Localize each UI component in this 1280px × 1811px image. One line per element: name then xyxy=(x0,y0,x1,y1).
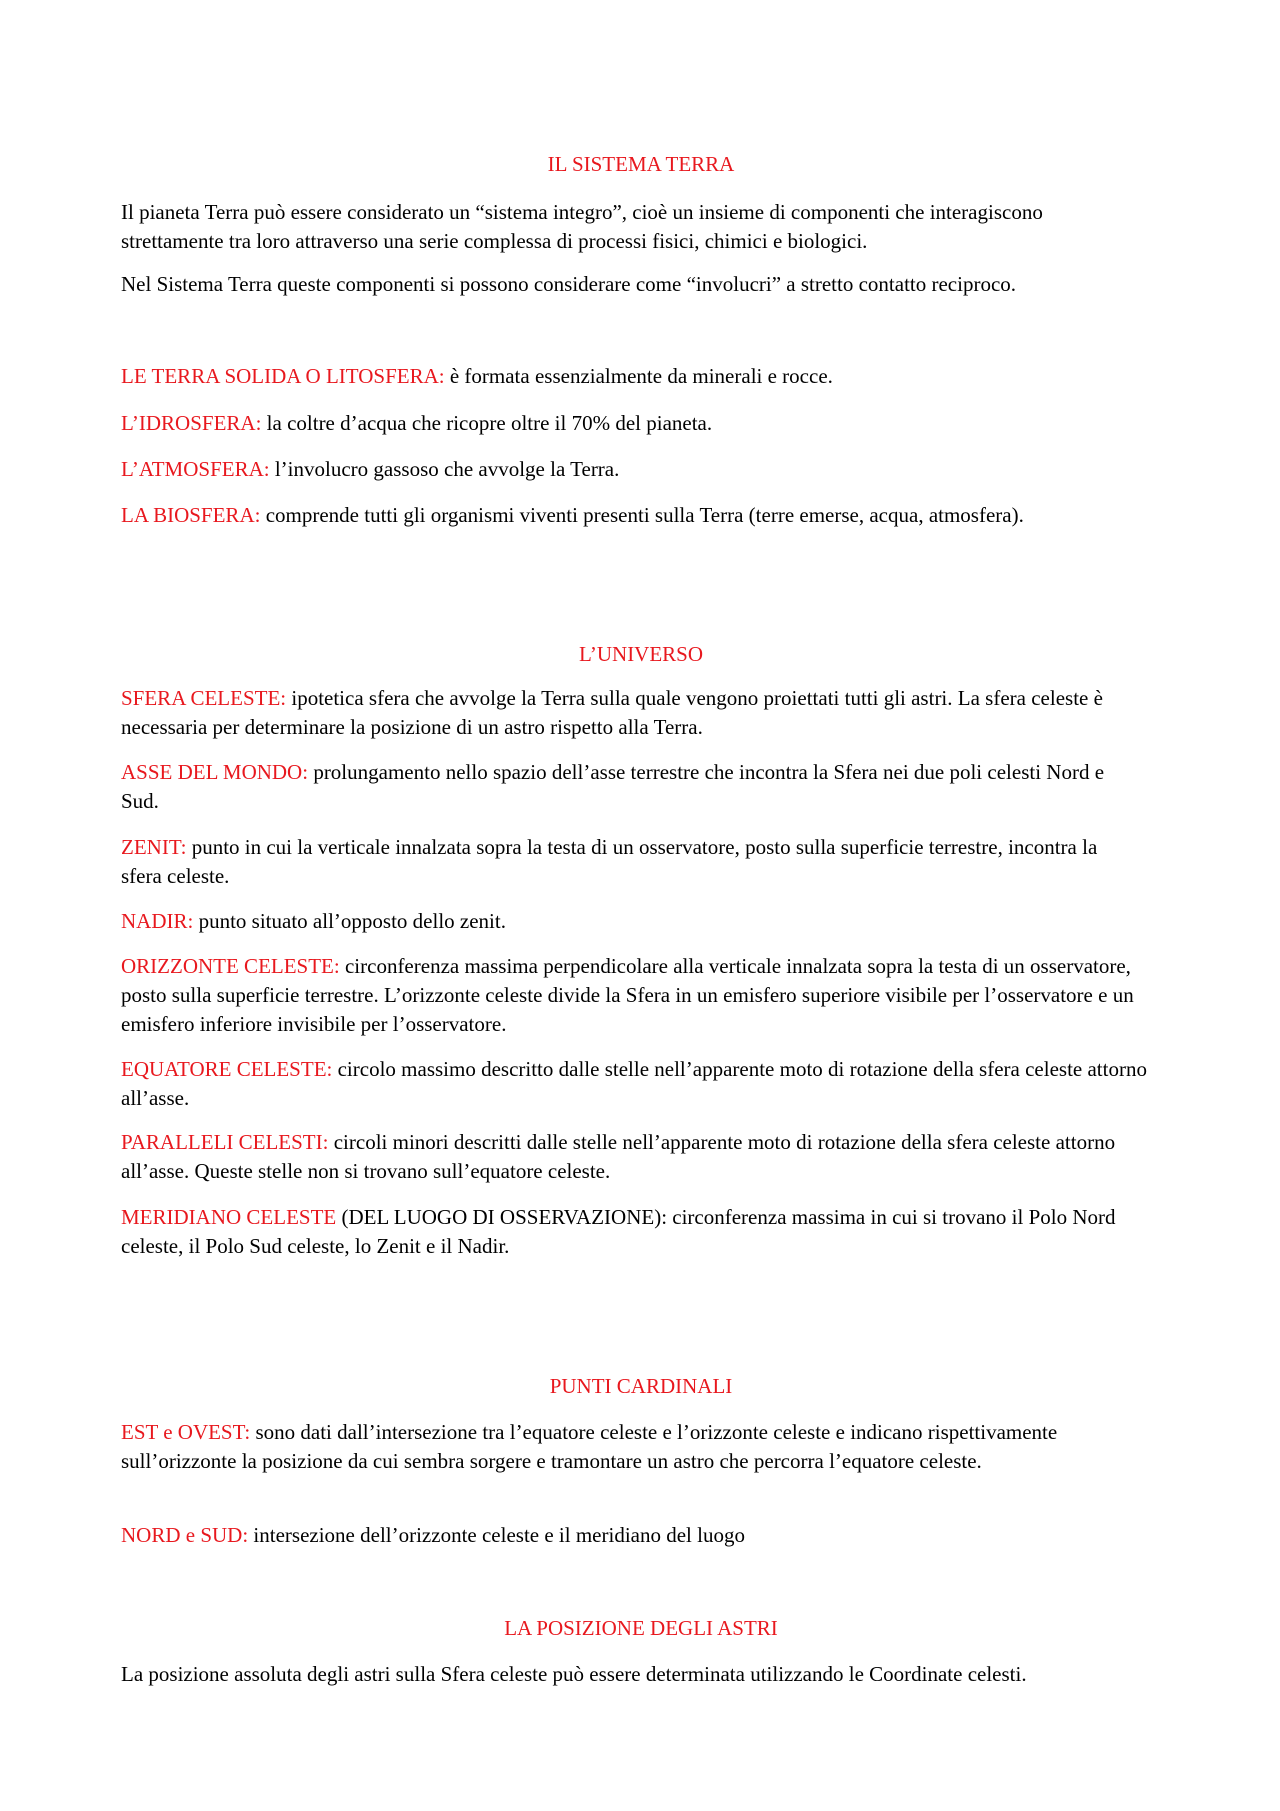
term-label: SFERA CELESTE: xyxy=(121,686,287,710)
definition-est-ovest xyxy=(121,1418,1111,1476)
term-label: ZENIT: xyxy=(121,835,187,859)
term-definition: l’involucro gassoso che avvolge la Terra. xyxy=(269,457,620,481)
heading: LA POSIZIONE DEGLI ASTRI xyxy=(504,1616,778,1640)
term-definition: (DEL LUOGO DI OSSERVAZIONE): circonferenza massima in cui si trovano il Polo Nord celeste, il Polo Sud celeste, lo Zenit e il Nadir. xyxy=(121,1205,1116,1258)
definition-atmosfera xyxy=(121,455,1161,484)
term-definition: la coltre d’acqua che ricopre oltre il 70% del pianeta. xyxy=(261,411,713,435)
definition-sfera-celeste xyxy=(121,684,1161,742)
term-definition: è formata essenzialmente da minerali e rocce. xyxy=(444,364,833,388)
paragraph-posizione-astri xyxy=(121,1660,1181,1689)
term-definition: circolo massimo descritto dalle stelle nell’apparente moto di rotazione della sfera celeste attorno all’asse. xyxy=(121,1057,1147,1110)
definition-nord-sud xyxy=(121,1521,1161,1550)
section-title-posizione-astri xyxy=(121,1614,1161,1642)
term-definition: prolungamento nello spazio dell’asse terrestre che incontra la Sfera nei due poli celesti Nord e Sud. xyxy=(121,760,1105,813)
heading: L’UNIVERSO xyxy=(578,642,704,666)
section-title-sistema-terra xyxy=(121,150,1161,178)
term-definition: circonferenza massima perpendicolare alla verticale innalzata sopra la testa di un osservatore, posto sulla superficie terrestre. L’orizzonte celeste divide la Sfera in un emisfero superiore visibile per l’osservatore e un emisfero inferiore invisibile per l’osservatore. xyxy=(121,954,1134,1036)
heading: PUNTI CARDINALI xyxy=(549,1374,733,1398)
term-label: NORD e SUD: xyxy=(121,1523,249,1547)
term-label: EST e OVEST: xyxy=(121,1420,251,1444)
definition-zenit xyxy=(121,833,1141,891)
term-label: L’IDROSFERA: xyxy=(121,411,262,435)
definition-meridiano-celeste xyxy=(121,1203,1161,1261)
term-label: PARALLELI CELESTI: xyxy=(121,1130,329,1154)
term-label: ASSE DEL MONDO: xyxy=(121,760,309,784)
term-definition: sono dati dall’intersezione tra l’equatore celeste e l’orizzonte celeste e indicano rispettivamente sull’orizzonte la posizione da cui sembra sorgere e tramontare un astro che percorra l’equatore celeste. xyxy=(121,1420,1058,1473)
term-definition: punto in cui la verticale innalzata sopra la testa di un osservatore, posto sulla superficie terrestre, incontra la sfera celeste. xyxy=(121,835,1098,888)
term-label: EQUATORE CELESTE: xyxy=(121,1057,333,1081)
paragraph-intro-2 xyxy=(121,270,1161,299)
term-label: MERIDIANO CELESTE xyxy=(121,1205,337,1229)
term-label: L’ATMOSFERA: xyxy=(121,457,270,481)
paragraph-text: Nel Sistema Terra queste componenti si possono considerare come “involucri” a stretto contatto reciproco. xyxy=(121,272,1017,296)
heading: IL SISTEMA TERRA xyxy=(547,152,735,176)
paragraph-text: La posizione assoluta degli astri sulla Sfera celeste può essere determinata utilizzando le Coordinate celesti. xyxy=(121,1662,1027,1686)
definition-orizzonte-celeste xyxy=(121,952,1161,1039)
term-label: LA BIOSFERA: xyxy=(121,503,261,527)
paragraph-text: Il pianeta Terra può essere considerato un “sistema integro”, cioè un insieme di componenti che interagiscono strettamente tra loro attraverso una serie complessa di processi fisici, chimici e biologici. xyxy=(121,200,1043,253)
section-title-punti-cardinali xyxy=(121,1372,1161,1400)
definition-idrosfera xyxy=(121,409,1161,438)
definition-biosfera xyxy=(121,501,1161,530)
term-label: LE TERRA SOLIDA O LITOSFERA: xyxy=(121,364,445,388)
term-definition: circoli minori descritti dalle stelle nell’apparente moto di rotazione della sfera celeste attorno all’asse. Queste stelle non si trovano sull’equatore celeste. xyxy=(121,1130,1116,1183)
term-definition: ipotetica sfera che avvolge la Terra sulla quale vengono proiettati tutti gli astri. La sfera celeste è necessaria per determinare la posizione di un astro rispetto alla Terra. xyxy=(121,686,1103,739)
definition-litosfera xyxy=(121,362,1161,391)
definition-equatore-celeste xyxy=(121,1055,1161,1113)
section-title-universo xyxy=(121,640,1161,668)
term-definition: punto situato all’opposto dello zenit. xyxy=(193,909,506,933)
term-definition: comprende tutti gli organismi viventi presenti sulla Terra (terre emerse, acqua, atmosfera). xyxy=(260,503,1024,527)
definition-asse-del-mondo xyxy=(121,758,1121,816)
term-definition: intersezione dell’orizzonte celeste e il meridiano del luogo xyxy=(248,1523,745,1547)
term-label: ORIZZONTE CELESTE: xyxy=(121,954,340,978)
term-label: NADIR: xyxy=(121,909,194,933)
paragraph-intro-1 xyxy=(121,198,1121,256)
definition-paralleli-celesti xyxy=(121,1128,1121,1186)
definition-nadir xyxy=(121,907,1161,936)
